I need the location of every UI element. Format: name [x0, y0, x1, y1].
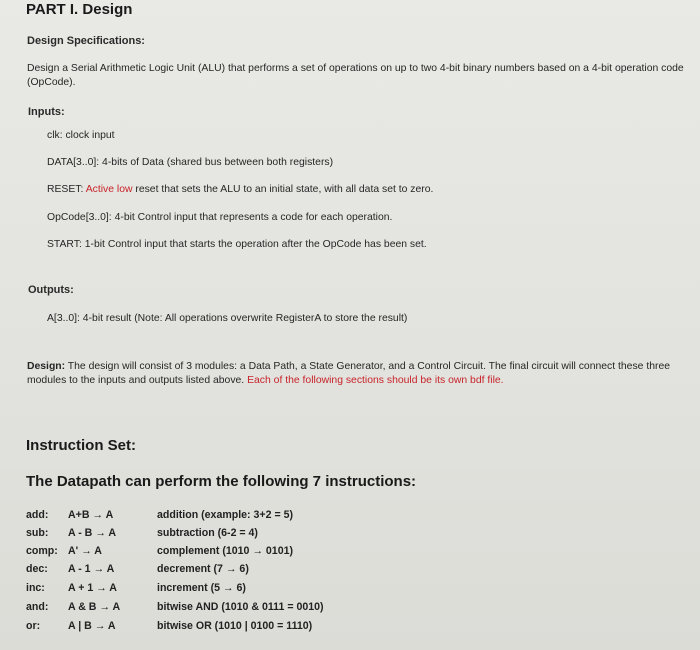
input-item-clk: clk: clock input [47, 130, 115, 141]
input-item-opcode: OpCode[3..0]: 4-bit Control input that represents a code for each operation. [47, 212, 393, 223]
design-label: Design: [27, 361, 66, 372]
instr-desc: increment (5 → 6) [157, 582, 246, 594]
design-spec-text: Design a Serial Arithmetic Logic Unit (ALU) that performs a set of operations on up to two 4-bit binary numbers based on a 4-bit operation code (OpCode). [27, 63, 684, 88]
part-title: PART I. Design [26, 1, 133, 18]
reset-prefix: RESET: [47, 184, 86, 195]
reset-active-low: Active low [85, 184, 133, 195]
instr-name: inc: [26, 582, 45, 594]
instr-desc: bitwise OR (1010 | 0100 = 1110) [157, 620, 313, 632]
instruction-set-subheading: The Datapath can perform the following 7 instructions: [26, 473, 417, 490]
instruction-set-heading: Instruction Set: [26, 437, 137, 454]
instr-op: A | B → A [68, 620, 116, 632]
design-spec-heading: Design Specifications: [27, 35, 145, 47]
instr-op: A' → A [68, 545, 102, 557]
instr-desc: subtraction (6-2 = 4) [157, 527, 258, 539]
instr-name: add: [26, 509, 49, 521]
instr-op: A & B → A [68, 601, 121, 613]
instr-desc: bitwise AND (1010 & 0111 = 0010) [157, 601, 324, 613]
output-item-a: A[3..0]: 4-bit result (Note: All operations overwrite RegisterA to store the result) [47, 313, 408, 324]
instr-op: A - 1 → A [68, 563, 115, 575]
instr-op: A - B → A [68, 527, 117, 539]
input-item-data: DATA[3..0]: 4-bits of Data (shared bus between both registers) [47, 157, 334, 168]
instr-op: A+B → A [68, 509, 114, 521]
instr-name: and: [26, 601, 49, 613]
instr-desc: addition (example: 3+2 = 5) [157, 509, 293, 521]
instr-name: sub: [26, 527, 49, 539]
instr-name: dec: [26, 563, 48, 575]
reset-rest: reset that sets the ALU to an initial state, with all data set to zero. [132, 184, 434, 195]
input-item-reset [47, 184, 433, 195]
instr-name: or: [26, 620, 41, 632]
inputs-heading: Inputs: [28, 106, 65, 118]
design-bdf-note: Each of the following sections should be its own bdf file. [247, 375, 504, 386]
design-text: The design will consist of 3 modules: a Data Path, a State Generator, and a Control Circuit. The final circuit will connect these three modules to the inputs and outputs listed above. [27, 361, 671, 386]
instr-desc: decrement (7 → 6) [157, 563, 249, 575]
instr-name: comp: [26, 545, 58, 557]
outputs-heading: Outputs: [28, 284, 74, 296]
input-item-start: START: 1-bit Control input that starts the operation after the OpCode has been set. [47, 239, 427, 250]
instr-op: A + 1 → A [68, 582, 117, 594]
instr-desc: complement (1010 → 0101) [157, 545, 294, 557]
design-paragraph [27, 360, 682, 388]
